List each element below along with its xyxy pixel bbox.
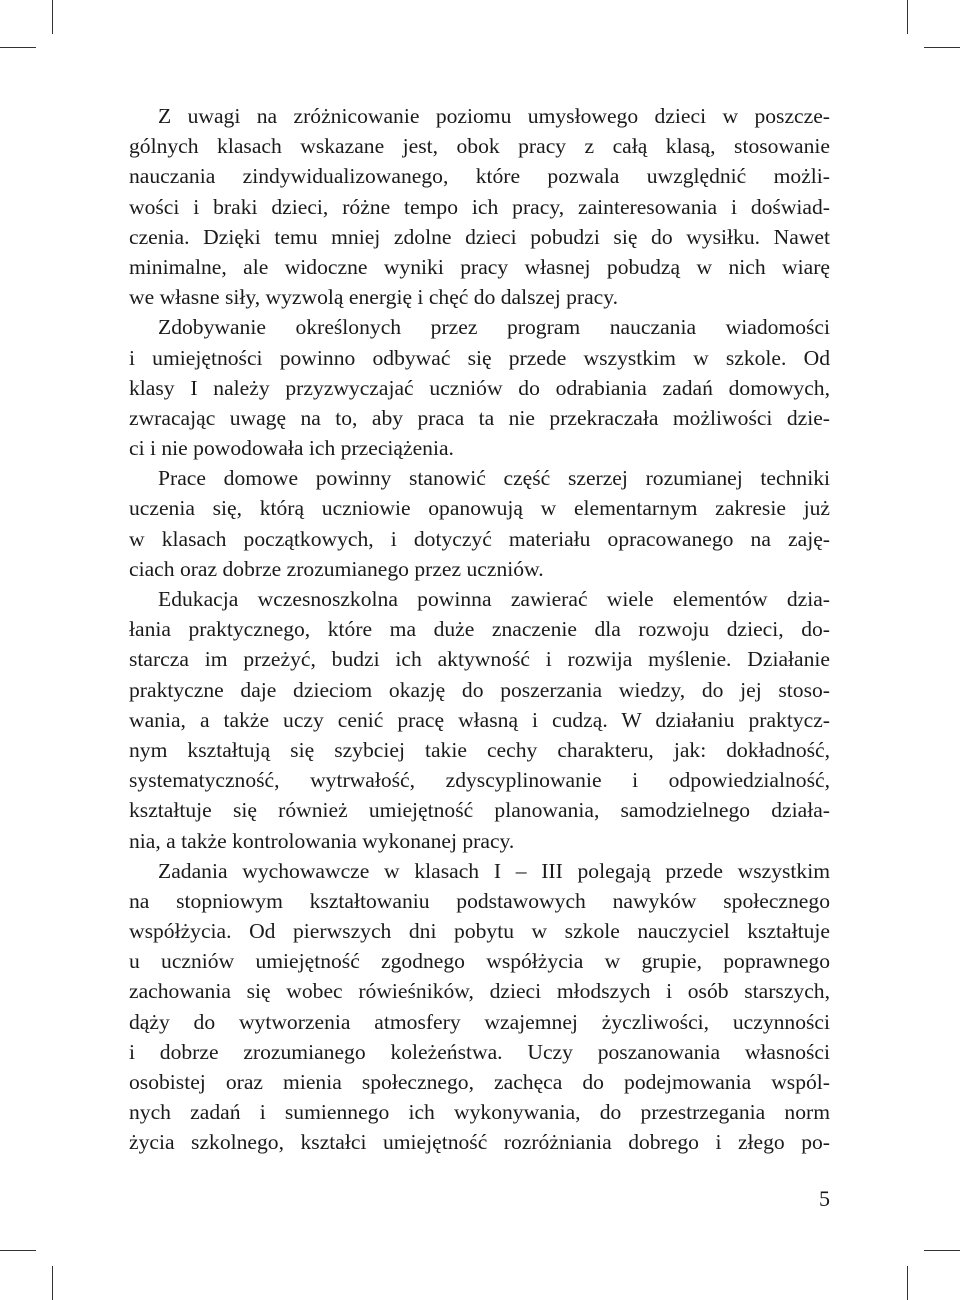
text-line: klasy I należy przyzwyczajać uczniów do odrabiania zadań domowych, — [129, 375, 830, 400]
crop-mark-top-left-horizontal — [0, 47, 36, 48]
text-line: czenia. Dzięki temu mniej zdolne dzieci pobudzi się do wysiłku. Nawet — [129, 224, 830, 249]
text-line: Prace domowe powinny stanowić część szerzej rozumianej techniki — [158, 466, 830, 491]
text-line: dąży do wytworzenia atmosfery wzajemnej życzliwości, uczynności — [129, 1009, 830, 1034]
text-line: nauczania zindywidualizowanego, które pozwala uwzględnić możli- — [129, 164, 830, 189]
crop-mark-top-right-vertical — [907, 0, 908, 34]
text-line: ci i nie powodowała ich przeciążenia. — [129, 436, 454, 461]
text-line: wania, a także uczy cenić pracę własną i cudzą. W działaniu praktycz- — [129, 707, 830, 732]
text-line: uczenia się, którą uczniowie opanowują w elementarnym zakresie już — [129, 496, 830, 521]
text-line: starcza im przeżyć, budzi ich aktywność i rozwija myślenie. Działanie — [129, 647, 830, 672]
text-line: i dobrze zrozumianego koleżeństwa. Uczy poszanowania własności — [129, 1039, 830, 1064]
text-line: wości i braki dzieci, różne tempo ich pracy, zainteresowania i doświad- — [129, 194, 830, 219]
crop-mark-bottom-left-horizontal — [0, 1250, 36, 1251]
text-line: Z uwagi na zróżnicowanie poziomu umysłowego dzieci w poszcze- — [158, 104, 830, 128]
text-line: u uczniów umiejętność zgodnego współżycia w grupie, poprawnego — [129, 949, 830, 974]
text-line: ciach oraz dobrze zrozumianego przez uczniów. — [129, 556, 544, 581]
text-line: nia, a także kontrolowania wykonanej pracy. — [129, 828, 515, 853]
page-number: 5 — [819, 1186, 830, 1211]
crop-mark-bottom-right-vertical — [907, 1266, 908, 1300]
page-body-text — [129, 101, 830, 1158]
text-line: w klasach początkowych, i dotyczyć materiału opracowanego na zaję- — [129, 526, 830, 551]
text-line: życia szkolnego, kształci umiejętność rozróżniania dobrego i złego po- — [129, 1130, 830, 1155]
text-line: Zdobywanie określonych przez program nauczania wiadomości — [158, 315, 830, 340]
text-line: kształtuje się również umiejętność planowania, samodzielnego działa- — [129, 798, 830, 823]
text-line: i umiejętności powinno odbywać się przede wszystkim w szkole. Od — [129, 345, 830, 370]
text-line: systematyczność, wytrwałość, zdyscyplinowanie i odpowiedzialność, — [129, 768, 830, 793]
text-line: gólnych klasach wskazane jest, obok pracy z całą klasą, stosowanie — [129, 134, 830, 159]
text-line: nych zadań i sumiennego ich wykonywania, do przestrzegania norm — [129, 1100, 830, 1125]
text-line: praktyczne daje dzieciom okazję do poszerzania wiedzy, do jej stoso- — [129, 677, 830, 702]
text-line: na stopniowym kształtowaniu podstawowych nawyków społecznego — [129, 888, 830, 913]
crop-mark-top-left-vertical — [52, 0, 53, 34]
text-line: współżycia. Od pierwszych dni pobytu w szkole nauczyciel kształtuje — [129, 919, 830, 944]
text-line: Zadania wychowawcze w klasach I – III polegają przede wszystkim — [158, 858, 830, 883]
text-line: nym kształtują się szybciej takie cechy charakteru, jak: dokładność, — [129, 737, 830, 762]
text-line: osobistej oraz mienia społecznego, zachęca do podejmowania wspól- — [129, 1070, 830, 1094]
text-line: zachowania się wobec rówieśników, dzieci młodszych i osób starszych, — [129, 979, 830, 1004]
text-line: we własne siły, wyzwolą energię i chęć do dalszej pracy. — [129, 285, 619, 310]
text-line: zwracając uwagę na to, aby praca ta nie przekraczała możliwości dzie- — [129, 405, 830, 430]
crop-mark-bottom-right-horizontal — [924, 1250, 960, 1251]
crop-mark-top-right-horizontal — [924, 47, 960, 48]
text-line: łania praktycznego, które ma duże znaczenie dla rozwoju dzieci, do- — [129, 617, 830, 642]
text-line: Edukacja wczesnoszkolna powinna zawierać wiele elementów dzia- — [158, 587, 830, 611]
text-line: minimalne, ale widoczne wyniki pracy własnej pobudzą w nich wiarę — [129, 254, 830, 279]
crop-mark-bottom-left-vertical — [52, 1266, 53, 1300]
